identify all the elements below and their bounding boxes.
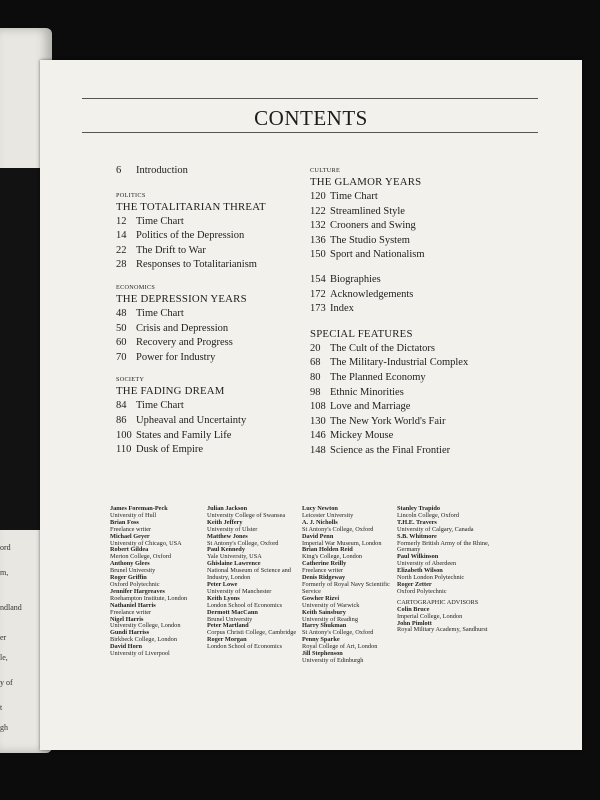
contributor-affiliation: Freelance writer [110,525,152,533]
contributor-entry [397,607,493,621]
contributor-affiliation: University of Reading [302,615,358,623]
contributor-entry [397,621,493,635]
entry-title: The Drift to War [136,244,206,256]
contributors-column [110,506,206,658]
page-number: 173 [310,303,326,315]
entry-title: Ethnic Minorities [330,386,404,398]
contributor-name: Ghislaine Lawrence [207,560,261,568]
entry-title: Streamlined Style [330,205,405,217]
contributor-affiliation: Merton College, Oxford [110,553,172,561]
contributor-name: David Penn [302,532,334,540]
contributor-name: Roger Morgan [207,636,247,644]
entry-title: Biographies [330,273,381,285]
contributor-affiliation: Royal College of Art, London [302,643,378,651]
contributor-name: S.B. Whitmore [397,532,437,540]
contents-entry [116,258,326,273]
entry-title: Sport and Nationalism [330,249,425,261]
contributor-entry [110,603,206,617]
contributor-affiliation: St Antony's College, Oxford [207,539,279,547]
contributor-entry [110,561,206,575]
entry-title: Upheaval and Uncertainty [136,414,247,426]
contributor-entry [207,561,303,582]
page-number: 98 [310,386,321,398]
contributor-entry [397,506,493,520]
contributor-name: Michael Geyer [110,532,150,540]
contributor-name: Peter Lowe [207,580,238,588]
section-heading: SPECIAL FEATURES [310,327,413,340]
entry-title: Responses to Totalitarianism [136,259,257,271]
contributor-name: Peter Martland [207,622,249,630]
contributor-affiliation: London School of Economics [207,643,283,651]
contributor-entry [207,637,303,651]
contributor-name: T.H.E. Travers [397,518,437,526]
contributor-entry [110,534,206,548]
page-title: CONTENTS [254,106,368,130]
contributor-entry [207,610,303,624]
contributor-name: Roger Griffin [110,574,147,582]
contents-entry [116,399,326,414]
contributor-affiliation: Oxford Polytechnic [110,580,160,588]
left-page-text-fragment: t [0,703,3,712]
contributor-affiliation: Yale University, USA [207,553,262,561]
contributor-name: Catherine Reilly [302,560,347,568]
contributor-affiliation: University of Chicago, USA [110,539,182,547]
left-page-text-fragment: gh [0,723,8,732]
contents-entry [310,400,560,415]
contributor-entry [302,596,398,610]
subsection-label: CARTOGRAPHIC ADVISORS [397,598,479,606]
contributor-affiliation: Freelance writer [302,567,344,575]
contributor-entry [207,520,303,534]
contents-entry [116,336,326,351]
contents-entry [310,342,560,357]
page-number: 86 [116,414,127,426]
entry-title: Power for Industry [136,351,216,363]
page-number: 12 [116,215,127,227]
contributor-entry [207,506,303,520]
left-page-text-fragment: le, [0,653,8,662]
section-category: ECONOMICS [116,283,156,291]
contributor-entry [207,623,303,637]
entry-title: Crooners and Swing [330,220,416,232]
contributor-entry [302,547,398,561]
contents-entry [116,322,326,337]
contributor-name: Keith Jeffery [207,518,243,526]
contributor-affiliation: University of Hull [110,511,157,519]
entry-title: Time Chart [136,215,184,227]
contributor-affiliation: Formerly of Royal Navy Scientific Service [302,580,390,595]
contributor-name: Paul Kennedy [207,546,245,554]
contributor-affiliation: Birkbeck College, London [110,636,177,644]
page-number: 70 [116,351,127,363]
page-number: 22 [116,244,127,256]
contributor-affiliation: Oxford Polytechnic [397,587,447,595]
contributors-list [110,506,550,746]
page-number: 146 [310,430,326,442]
contents-entry [310,219,560,234]
contributor-entry [110,589,206,603]
page-number: 148 [310,444,326,456]
contributor-name: Dermott MacCann [207,608,258,616]
contributor-entry [110,520,206,534]
contributor-name: Nathaniel Harris [110,601,156,609]
contributor-name: Brian Foss [110,518,139,526]
page-number: 120 [310,191,326,202]
contributor-entry [207,547,303,561]
contributor-entry [207,582,303,596]
contributor-name: Roger Zetter [397,580,432,588]
contributor-entry [302,637,398,651]
section-category: CULTURE [310,167,341,174]
contributor-affiliation: Formerly British Army of the Rhine, Germany [397,539,490,554]
contents-entry [310,190,560,205]
contributor-entry [302,651,398,665]
entry-title: The Studio System [330,234,410,246]
contents-entry [116,244,326,259]
contributor-name: A. J. Nicholls [302,518,338,526]
entry-title: Mickey Mouse [330,430,394,442]
contributor-affiliation: Leicester University [302,511,354,519]
contributor-affiliation: University College of Swansea [207,511,286,519]
contents-left-column [116,164,326,458]
entry-title: Acknowledgements [330,288,414,300]
contents-entry [116,215,326,230]
page-number: 122 [310,205,326,217]
contributors-column [302,506,398,665]
contributor-affiliation: National Museum of Science and Industry, London [207,567,291,582]
section-category: SOCIETY [116,376,145,384]
contents-entry [310,302,560,317]
entry-title: Love and Marriage [330,401,411,413]
spacer [310,263,560,273]
contents-entry [310,248,560,263]
contributor-affiliation: Corpus Christi College, Cambridge [207,629,297,637]
page-number: 154 [310,273,326,285]
section-heading: THE FADING DREAM [116,385,225,398]
entry-title: Time Chart [136,400,184,412]
contributor-affiliation: Brunel University [110,567,156,575]
section-heading: THE GLAMOR YEARS [310,176,422,188]
entry-title: States and Family Life [136,429,232,441]
contributor-entry [302,575,398,596]
page-number: 50 [116,322,127,334]
contributor-entry [397,568,493,582]
title-rule-top [82,98,538,99]
contributor-entry [110,575,206,589]
contributor-affiliation: North London Polytechnic [397,574,465,582]
contributor-name: Stanley Trapido [397,505,440,512]
contributor-affiliation: Royal Military Academy, Sandhurst [397,626,488,634]
section-heading: THE TOTALITARIAN THREAT [116,200,266,213]
contents-entry [310,444,560,459]
contributor-entry [110,547,206,561]
contributor-affiliation: Lincoln College, Oxford [397,511,460,519]
contributor-name: Nigel Harris [110,615,144,623]
contributor-name: Gundi Harriss [110,629,150,637]
contributor-name: James Foreman-Peck [110,505,168,512]
page-number: 14 [116,230,127,242]
contents-entry [116,351,326,366]
contributor-entry [207,596,303,610]
contributor-name: Gowher Rizvi [302,594,340,602]
contributor-affiliation: University of Ulster [207,525,258,533]
contributor-name: Robert Gildea [110,546,149,554]
page-number: 28 [116,259,127,271]
contributor-affiliation: Roehampton Institute, London [110,594,188,602]
section-category: POLITICS [116,191,146,199]
contributor-affiliation: London School of Economics [207,601,283,609]
left-page-text-fragment: y of [0,678,13,687]
page-number: 172 [310,288,326,300]
spacer [310,317,560,327]
contributor-name: Jennifer Hargreaves [110,587,165,595]
contents-entry [310,386,560,401]
contributor-affiliation: St Antony's College, Oxford [302,525,374,533]
contributor-name: Anthony Glees [110,560,150,568]
entry-title: Time Chart [330,191,378,202]
contributor-entry [207,534,303,548]
left-page-photo [0,168,40,530]
contributor-affiliation: University of Aberdeen [397,560,457,568]
contributor-affiliation: Imperial College, London [397,612,463,620]
page-number: 48 [116,307,127,319]
contributor-affiliation: University of Warwick [302,601,360,609]
page-number: 110 [116,444,132,456]
contributor-name: Elizabeth Wilson [397,567,443,575]
contributor-entry [110,617,206,631]
contents-entry [116,443,326,458]
page-number: 6 [116,165,122,176]
contributor-affiliation: University of Manchester [207,587,272,595]
left-page-text-fragment: er [0,633,7,642]
page-number: 150 [310,249,326,261]
entry-title: Crisis and Depression [136,322,229,334]
contributor-name: Colin Bruce [397,605,430,613]
contents-entry [310,205,560,220]
contributors-column [207,506,303,651]
entry-title: Dusk of Empire [136,444,204,456]
contributor-name: Julian Jackson [207,505,248,512]
page-number: 132 [310,220,326,232]
contributor-name: Lucy Newton [302,505,338,512]
contributor-name: Denis Ridgeway [302,574,346,582]
contents-entry [310,288,560,303]
contents-entry [310,371,560,386]
contents-entry [116,307,326,322]
contributor-entry [397,520,493,534]
entry-title: Politics of the Depression [136,230,245,242]
contributor-name: David Horn [110,643,143,651]
contributor-affiliation: University of Edinburgh [302,656,364,664]
contents-entry [310,273,560,288]
title-rule-bottom [82,132,538,133]
page-number: 84 [116,400,127,412]
left-page-text-fragment: m, [0,568,9,577]
contributor-affiliation: King's College, London [302,553,363,561]
contents-entry [116,229,326,244]
page-number: 136 [310,234,326,246]
contributor-affiliation: Imperial War Museum, London [302,539,382,547]
page-number: 80 [310,371,321,383]
contributor-name: John Pimlott [397,619,432,627]
contents-right-column [310,164,560,459]
contributor-entry [302,506,398,520]
contributor-entry [397,554,493,568]
contents-entry [116,164,326,179]
entry-title: Introduction [136,165,188,176]
page-number: 60 [116,337,127,349]
entry-title: Science as the Final Frontier [330,444,451,456]
contributor-affiliation: University of Liverpool [110,650,170,658]
contributor-affiliation: University of Calgary, Canada [397,525,474,533]
contributor-affiliation: University College, London [110,622,181,630]
contributor-entry [302,561,398,575]
contents-entry [310,415,560,430]
page-number: 20 [310,342,321,354]
contributor-name: Jill Stephenson [302,650,343,658]
entry-title: The Military-Industrial Complex [330,357,469,369]
contents-entry [310,429,560,444]
contributor-name: Matthew Jones [207,532,248,540]
contributor-affiliation: St Antony's College, Oxford [302,629,374,637]
contents-page [40,60,582,750]
contributor-name: Paul Wilkinson [397,553,439,561]
contributor-entry [397,534,493,555]
contributor-entry [110,630,206,644]
contributor-entry [302,520,398,534]
contents-entry [310,356,560,371]
contributor-entry [302,623,398,637]
contributor-affiliation: Freelance writer [110,608,152,616]
left-page-text-fragment: ndland [0,603,22,612]
contributor-name: Keith Sainsbury [302,608,346,616]
entry-title: The Planned Economy [330,371,426,383]
entry-title: Time Chart [136,307,184,319]
contributor-entry [110,506,206,520]
entry-title: The Cult of the Dictators [330,342,435,354]
contributor-name: Harry Shukman [302,622,347,630]
page-number: 68 [310,357,321,369]
contributor-entry [302,610,398,624]
entry-title: Recovery and Progress [136,337,233,349]
contributor-affiliation: Brunel University [207,615,253,623]
page-number: 130 [310,415,326,427]
contents-entry [116,414,326,429]
left-page-text-fragment: ord [0,543,11,552]
contents-entry [116,429,326,444]
entry-title: The New York World's Fair [330,415,446,427]
contributor-name: Keith Lyons [207,594,240,602]
entry-title: Index [330,303,354,315]
contributor-name: Penny Sparke [302,636,340,644]
section-heading: THE DEPRESSION YEARS [116,292,247,305]
contents-entry [310,234,560,249]
contributor-entry [110,644,206,658]
contributor-name: Brian Holden Reid [302,546,353,554]
contributor-entry [397,582,493,596]
page-number: 108 [310,401,326,413]
contributor-entry [302,534,398,548]
contributors-column [397,506,493,634]
page-number: 100 [116,429,132,441]
